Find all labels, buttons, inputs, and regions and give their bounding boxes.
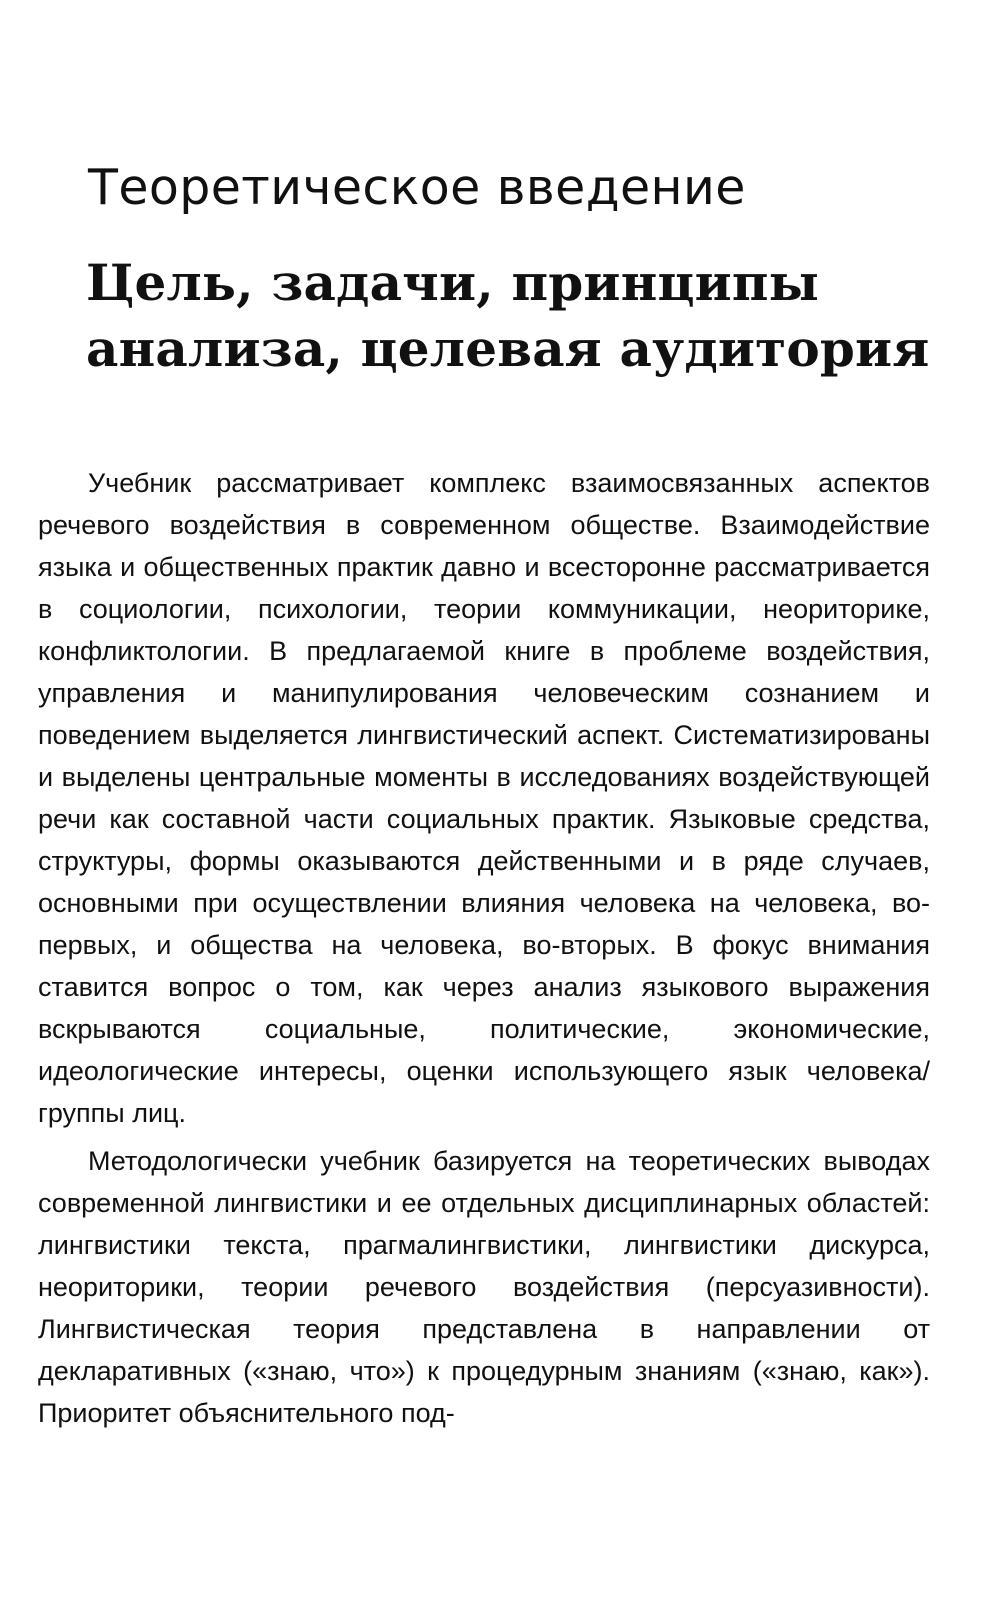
paragraph: Учебник рассматривает комплекс взаимосвязанных аспектов речевого воздействия в современном обществе. Взаимодействие языка и общественных практик давно и всесторонне рассматривается в социологии, психологии, теории коммуникации, неориторике, конфликтологии. В предлагаемой книге в проблеме воздействия, управления и манипулирования человеческим сознанием и поведением выделяется лингвистический аспект. Систематизированы и выделены центральные моменты в исследованиях воздействующей речи как составной части социальных практик. Языковые средства, структуры, формы оказываются действенными и в ряде случаев, основными при осуществлении влияния человека на человека, во-первых, и общества на человека, во-вторых. В фокус внимания ставится вопрос о том, как через анализ языкового выражения вскрываются социальные, политические, экономические, идеологические интересы, оценки использующего язык человека/группы лиц. [38, 468, 930, 1128]
paragraph: Методологически учебник базируется на теоретических выводах современной лингвистики и ее отдельных дисциплинарных областей: лингвистики текста, прагмалингвистики, лингвистики дискурса, неориторики, теории речевого воздействия (персуазивности). Лингвистическая теория представлена в направлении от декларативных («знаю, что») к процедурным знаниям («знаю, как»). Приоритет объяснительного под- [38, 1146, 930, 1428]
chapter-title: Цель, задачи, принципы анализа, целевая аудитория [86, 253, 930, 378]
body-text [38, 462, 930, 1440]
section-title: Теоретическое введение [88, 159, 746, 216]
